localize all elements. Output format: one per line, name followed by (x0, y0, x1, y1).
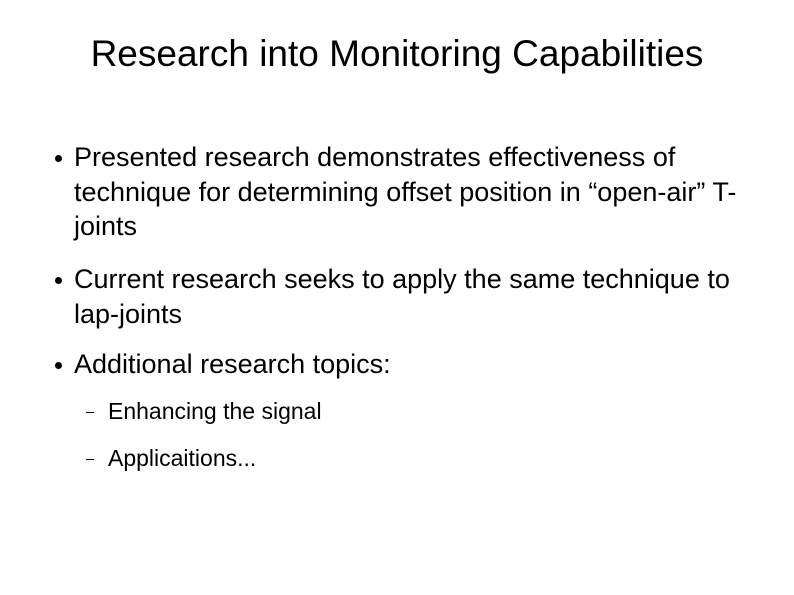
sub-bullet-text: Applicaitions... (108, 445, 257, 471)
bullet-text: Presented research demonstrates effectiveness of technique for determining offset position in “open-air” T-joints (74, 142, 737, 241)
bullet-dot-icon (55, 277, 62, 284)
bullet-text: Additional research topics: (74, 349, 391, 379)
dash-icon (86, 412, 94, 413)
sub-bullet-text: Enhancing the signal (108, 398, 322, 424)
bullet-dot-icon (55, 155, 62, 162)
slide-title: Research into Monitoring Capabilities (90, 33, 704, 74)
bullet-text: Current research seeks to apply the same technique to lap-joints (74, 264, 730, 329)
dash-icon (86, 459, 94, 460)
bullet-dot-icon (55, 362, 62, 369)
